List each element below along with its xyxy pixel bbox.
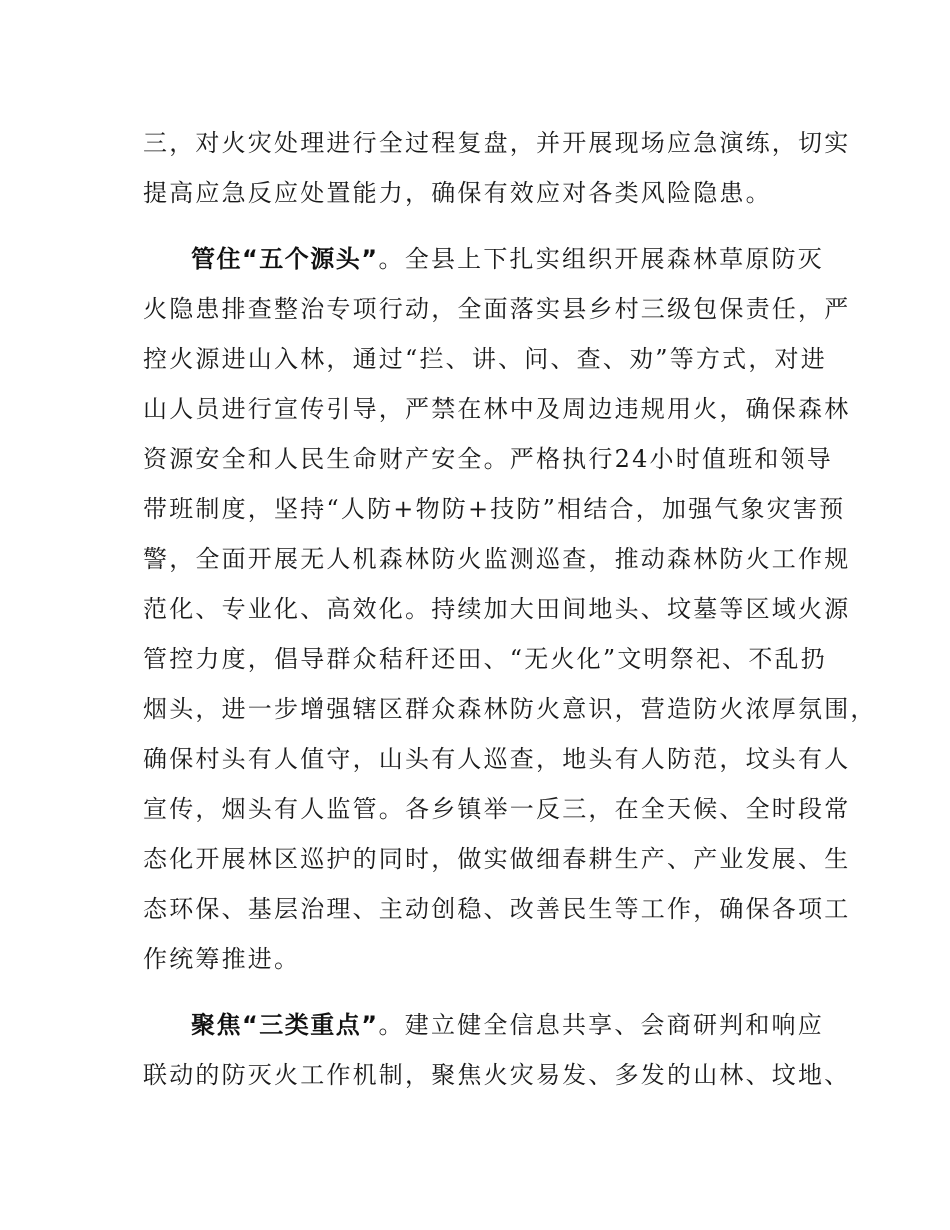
paragraph2-line: 火隐患排查整治专项行动，全面落实县乡村三级包保责任，严 [143,295,851,323]
paragraph2-line: 态环保、基层治理、主动创稳、改善民生等工作，确保各项工 [143,895,851,923]
paragraph2-line: 范化、专业化、高效化。持续加大田间地头、坟墓等区域火源 [143,595,851,623]
paragraph2-line: 控火源进山入林，通过“拦、讲、问、查、劝”等方式，对进 [143,345,827,373]
paragraph2-line: 警，全面开展无人机森林防火监测巡查，推动森林防火工作规 [143,545,851,573]
paragraph1-line-1: 三，对火灾处理进行全过程复盘，并开展现场应急演练，切实 [143,129,851,157]
paragraph2-line: 资源安全和人民生命财产安全。严格执行24小时值班和领导 [143,445,833,473]
paragraph2-line: 管控力度，倡导群众秸秆还田、“无火化”文明祭祀、不乱扔 [143,645,827,673]
paragraph3-first-line [191,1010,824,1040]
paragraph2-first-line-text: 。全县上下扎实组织开展森林草原防灭 [378,245,824,273]
paragraph3-line: 联动的防灭火工作机制，聚焦火灾易发、多发的山林、坟地、 [143,1061,851,1089]
paragraph2-line: 宣传，烟头有人监管。各乡镇举一反三，在全天候、全时段常 [143,795,851,823]
paragraph1-line-2: 提高应急反应处置能力，确保有效应对各类风险隐患。 [143,179,772,207]
paragraph2-line: 山人员进行宣传引导，严禁在林中及周边违规用火，确保森林 [143,395,851,423]
paragraph2-line: 烟头，进一步增强辖区群众森林防火意识，营造防火浓厚氛围， [143,695,877,723]
paragraph2-first-line [191,244,824,274]
paragraph2-heading: 管住“五个源头” [191,245,379,273]
paragraph2-line: 态化开展林区巡护的同时，做实做细春耕生产、产业发展、生 [143,845,851,873]
paragraph3-first-line-text: 。建立健全信息共享、会商研判和响应 [378,1011,824,1039]
paragraph2-line: 确保村头有人值守，山头有人巡查，地头有人防范，坟头有人 [143,745,851,773]
paragraph3-heading: 聚焦“三类重点” [191,1011,379,1039]
paragraph2-line: 作统筹推进。 [143,945,301,973]
paragraph2-line: 带班制度，坚持“人防+物防+技防”相结合，加强气象灾害预 [143,495,846,523]
